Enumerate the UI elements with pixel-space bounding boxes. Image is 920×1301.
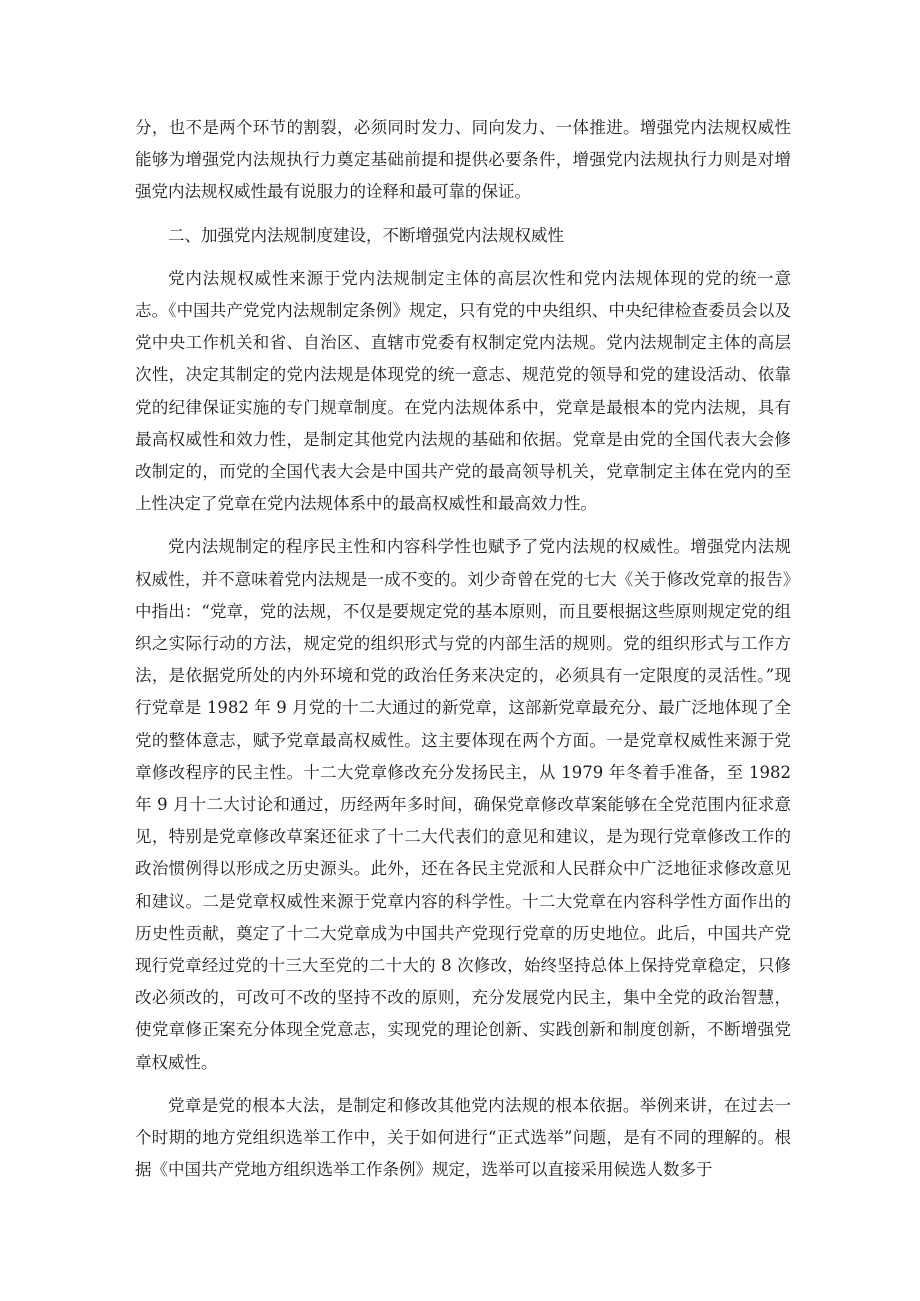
paragraph-fundamental-law: 党章是党的根本大法，是制定和修改其他党内法规的根本依据。举例来讲，在过去一个时期的地方党组织选举工作中，关于如何进行“正式选举”问题，是有不同的理解的。根据《中国共产党地方组织选举工作条例》规定，选举可以直接采用候选人数多于 [135,1095,791,1180]
paragraph-continuation: 分，也不是两个环节的割裂，必须同时发力、同向发力、一体推进。增强党内法规权威性能够为增强党内法规执行力奠定基础前提和提供必要条件，增强党内法规执行力则是对增强党内法规权威性最有说服力的诠释和最可靠的保证。 [135,118,791,202]
section-heading: 二、加强党内法规制度建设，不断增强党内法规权威性 [168,225,564,245]
paragraph-authority-source: 党内法规权威性来源于党内法规制定主体的高层次性和党内法规体现的党的统一意志。《中国共产党党内法规制定条例》规定，只有党的中央组织、中央纪律检查委员会以及党中央工作机关和省、自治区、直辖市党委有权制定党内法规。党内法规制定主体的高层次性，决定其制定的党内法规是体现党的统一意志、规范党的领导和党的建设活动、依靠党的纪律保证实施的专门规章制度。在党内法规体系中，党章是最根本的党内法规，具有最高权威性和效力性，是制定其他党内法规的基础和依据。党章是由党的全国代表大会修改制定的，而党的全国代表大会是中国共产党的最高领导机关，党章制定主体在党内的至上性决定了党章在党内法规体系中的最高权威性和最高效力性。 [135,268,791,514]
document-page [135,112,791,1198]
paragraph-procedure-democracy: 党内法规制定的程序民主性和内容科学性也赋予了党内法规的权威性。增强党内法规权威性，并不意味着党内法规是一成不变的。刘少奇曾在党的七大《关于修改党章的报告》中指出：“党章，党的法规，不仅是要规定党的基本原则，而且要根据这些原则规定党的组织之实际行动的方法，规定党的组织形式与党的内部生活的规则。党的组织形式与工作方法，是依据党所处的内外环境和党的政治任务来决定的，必须具有一定限度的灵活性。”现行党章是 1982 年 9 月党的十二大通过的新党章，这部新党章最充分、最广泛地体现了全党的整体意志，赋予党章最高权威性。这主要体现在两个方面。一是党章权威性来源于党章修改程序的民主性。十二大党章修改充分发扬民主，从 1979 年冬着手准备，至 1982 年 9 月十二大讨论和通过，历经两年多时间，确保党章修改草案能够在全党范围内征求意见，特别是党章修改草案还征求了十二大代表们的意见和建议，是为现行党章修改工作的政治惯例得以形成之历史源头。此外，还在各民主党派和人民群众中广泛地征求修改意见和建议。二是党章权威性来源于党章内容的科学性。十二大党章在内容科学性方面作出的历史性贡献，奠定了十二大党章成为中国共产党现行党章的历史地位。此后，中国共产党现行党章经过党的十三大至党的二十大的 8 次修改，始终坚持总体上保持党章稳定，只修改必须改的，可改可不改的坚持不改的原则，充分发展党内民主，集中全党的政治智慧，使党章修正案充分体现全党意志，实现党的理论创新、实践创新和制度创新，不断增强党章权威性。 [135,537,791,1072]
